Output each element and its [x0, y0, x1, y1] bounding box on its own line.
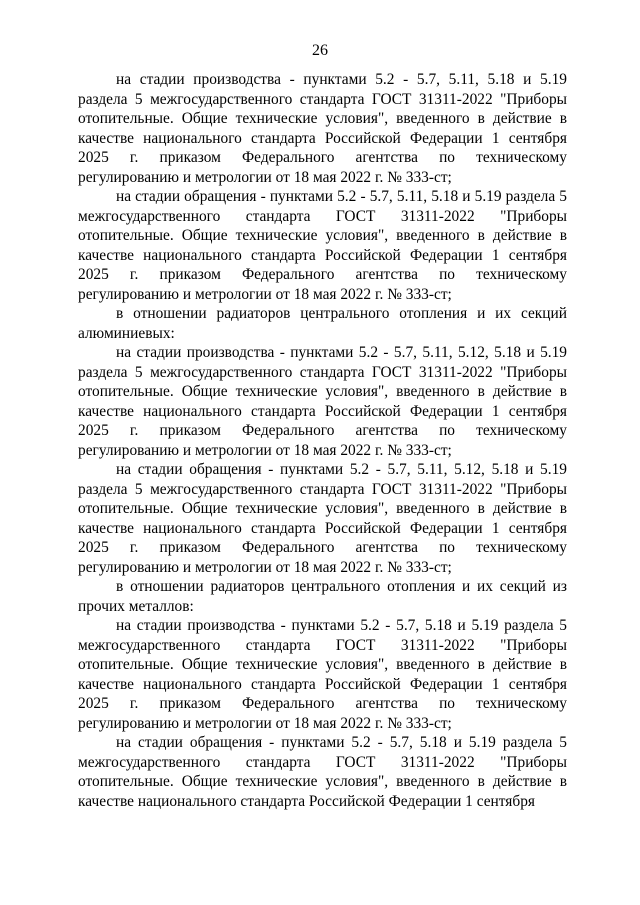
paragraph-circulation-aluminium: на стадии обращения - пунктами 5.2 - 5.7, 5.11, 5.12, 5.18 и 5.19 раздела 5 межгосударственного стандарта ГОСТ 31311-2022 "Приборы отопительные. Общие технические условия", введенного в действие в качестве национального стандарта Российской Федерации 1 сентября 2025 г. приказом Федерального агентства по техническому регулированию и метрологии от 18 мая 2022 г. № 333-ст; — [78, 461, 567, 576]
paragraph-production-aluminium: на стадии производства - пунктами 5.2 - 5.7, 5.11, 5.12, 5.18 и 5.19 раздела 5 межгосударственного стандарта ГОСТ 31311-2022 "Приборы отопительные. Общие технические условия", введенного в действие в качестве национального стандарта Российской Федерации 1 сентября 2025 г. приказом Федерального агентства по техническому регулированию и метрологии от 18 мая 2022 г. № 333-ст; — [78, 344, 567, 459]
paragraph-production-steel: на стадии производства - пунктами 5.2 - 5.7, 5.11, 5.18 и 5.19 раздела 5 межгосударственного стандарта ГОСТ 31311-2022 "Приборы отопительные. Общие технические условия", введенного в действие в качестве национального стандарта Российской Федерации 1 сентября 2025 г. приказом Федерального агентства по техническому регулированию и метрологии от 18 мая 2022 г. № 333-ст; — [78, 71, 567, 186]
paragraph-other-metals-heading: в отношении радиаторов центрального отопления и их секций из прочих металлов: — [78, 578, 567, 615]
paragraph-circulation-steel: на стадии обращения - пунктами 5.2 - 5.7, 5.11, 5.18 и 5.19 раздела 5 межгосударственного стандарта ГОСТ 31311-2022 "Приборы отопительные. Общие технические условия", введенного в действие в качестве национального стандарта Российской Федерации 1 сентября 2025 г. приказом Федерального агентства по техническому регулированию и метрологии от 18 мая 2022 г. № 333-ст; — [78, 188, 567, 303]
page-number: 26 — [312, 42, 328, 59]
paragraph-circulation-other-metals: на стадии обращения - пунктами 5.2 - 5.7, 5.18 и 5.19 раздела 5 межгосударственного стандарта ГОСТ 31311-2022 "Приборы отопительные. Общие технические условия", введенного в действие в качестве национального стандарта Российской Федерации 1 сентября — [78, 734, 567, 810]
paragraph-production-other-metals: на стадии производства - пунктами 5.2 - 5.7, 5.18 и 5.19 раздела 5 межгосударственного стандарта ГОСТ 31311-2022 "Приборы отопительные. Общие технические условия", введенного в действие в качестве национального стандарта Российской Федерации 1 сентября 2025 г. приказом Федерального агентства по техническому регулированию и метрологии от 18 мая 2022 г. № 333-ст; — [78, 617, 567, 732]
document-body — [78, 70, 567, 811]
paragraph-aluminium-heading: в отношении радиаторов центрального отопления и их секций алюминиевых: — [78, 305, 567, 342]
